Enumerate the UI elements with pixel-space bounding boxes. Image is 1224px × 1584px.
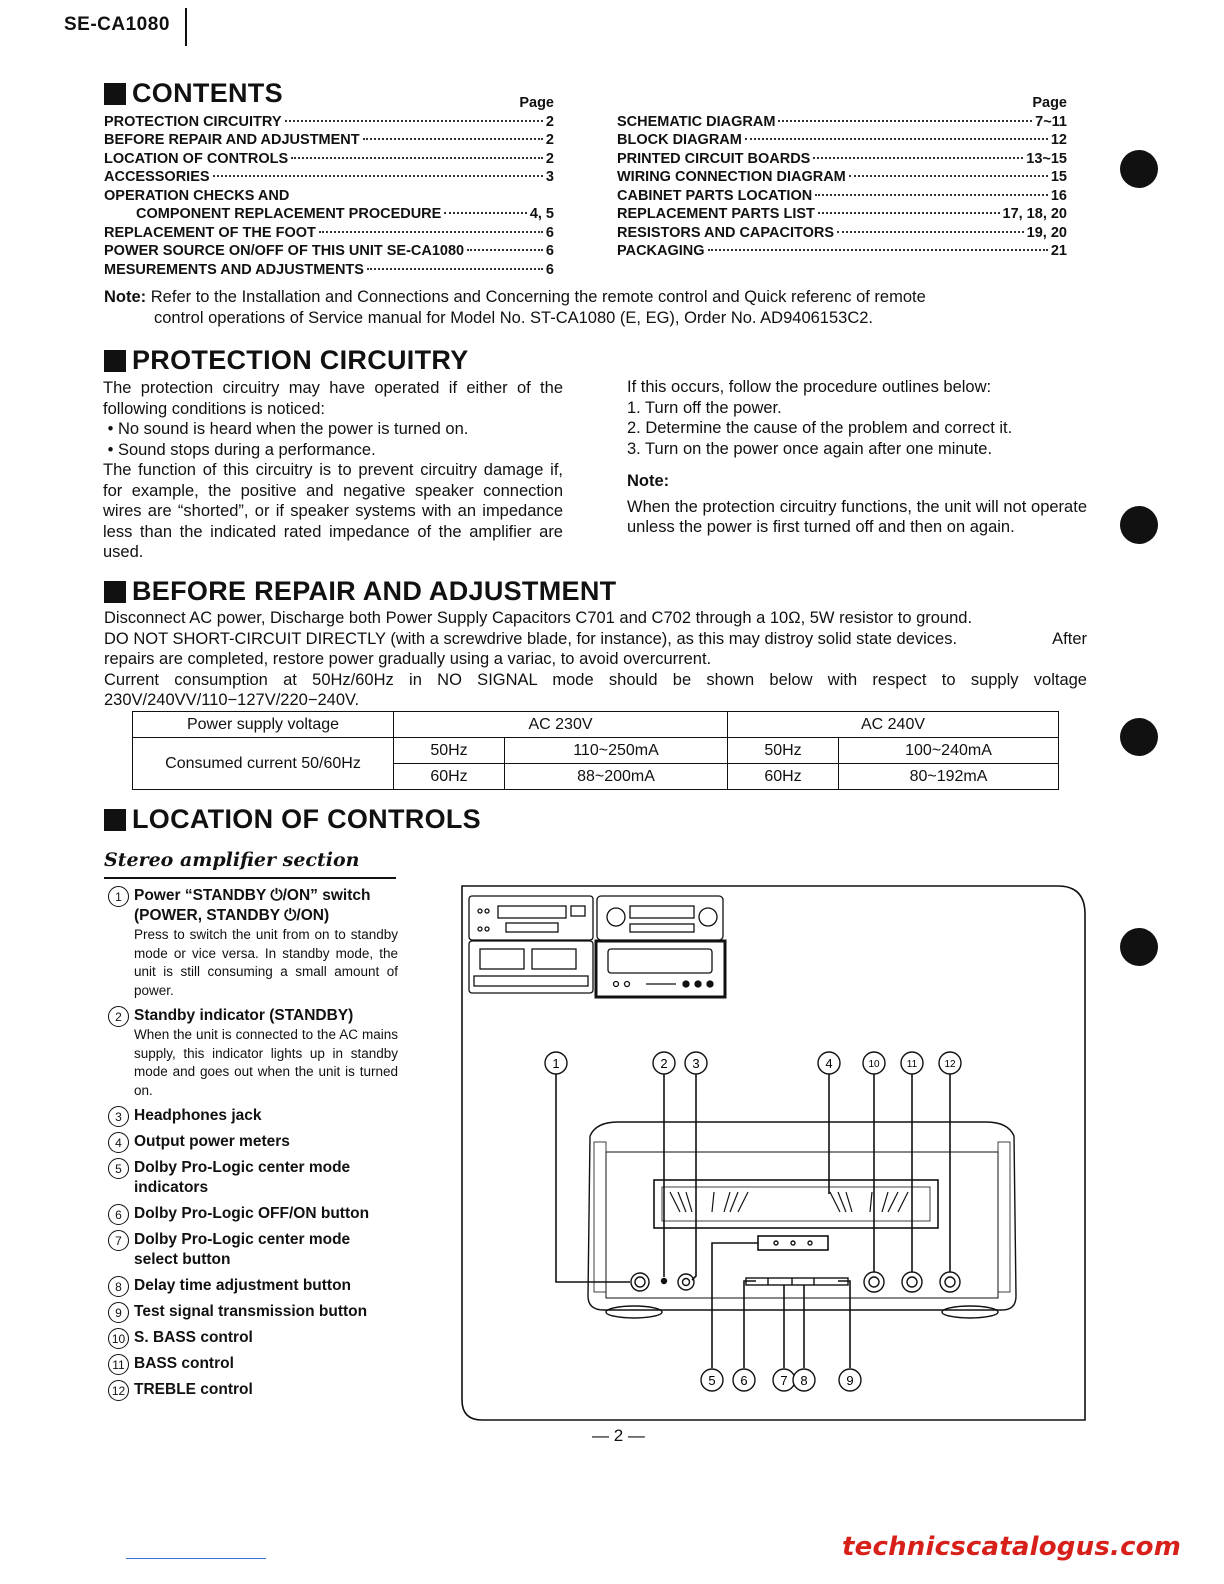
toc-entry[interactable]: CABINET PARTS LOCATION 16 [617,187,1067,204]
control-label: Dolby Pro-Logic center mode select button [134,1231,351,1268]
toc-entry[interactable]: BEFORE REPAIR AND ADJUSTMENT 2 [104,132,554,148]
protection-function-text: The function of this circuitry is to prevent circuitry damage if, for example, the positive and negative speaker connection wires are “shorted”, or if speaker systems with an impedance less than the indicated rated impedance of the amplifier are used. [103,461,563,561]
standby-indicator-led [662,1279,667,1284]
system-stack-thumbnail [469,896,725,997]
svg-text:12: 12 [944,1059,956,1070]
current-consumption-table [132,711,1059,790]
section-square-icon [104,350,126,372]
table-cell: 88~200mA [505,764,728,790]
callout-number: 4 [108,1132,129,1153]
list-item [108,1354,398,1374]
protection-step: 1. Turn off the power. [627,398,782,417]
callout-number: 3 [108,1106,129,1127]
repair-text-line: Disconnect AC power, Discharge both Power Supply Capacitors C701 and C702 through a 10Ω, 5W resistor to ground. [104,609,973,627]
svg-text:9: 9 [846,1373,854,1388]
toc-entry[interactable]: PROTECTION CIRCUITRY 2 [104,113,554,130]
table-cell: 50Hz [394,738,505,764]
toc-entry[interactable]: LOCATION OF CONTROLS 2 [104,150,554,167]
table-cell: 60Hz [728,764,839,790]
protection-note-label: Note: [627,472,670,490]
callout-1 [545,1052,567,1074]
control-label: BASS control [134,1355,234,1372]
toc-entry[interactable]: PACKAGING 21 [617,243,1067,259]
note-label: Note: [104,288,147,306]
subtitle-underline [104,877,396,879]
toc-entry[interactable]: REPLACEMENT OF THE FOOT 6 [104,224,554,241]
s-bass-knob [864,1272,884,1292]
control-label: (POWER, STANDBY ⏻/ON) [134,907,330,924]
callout-3 [685,1052,707,1074]
contents-left-column [104,94,554,279]
page-number: — 2 — [592,1426,645,1445]
callout-8 [793,1369,815,1391]
control-label: Dolby Pro-Logic center mode indicators [134,1159,351,1196]
headphones-jack [678,1274,694,1290]
output-power-meter-needles [670,1192,908,1212]
callout-7 [773,1369,795,1391]
callout-number: 10 [108,1328,129,1349]
control-label: S. BASS control [134,1329,253,1346]
before-repair-heading: BEFORE REPAIR AND ADJUSTMENT [104,576,616,607]
protection-step: 3. Turn on the power once again after one minute. [627,439,993,458]
svg-text:8: 8 [800,1373,808,1388]
callout-number: 8 [108,1276,129,1297]
protection-bullet: • Sound stops during a performance. [103,440,376,459]
callout-number: 1 [108,886,129,907]
table-cell: Consumed current 50/60Hz [133,738,394,790]
toc-entry[interactable]: SCHEMATIC DIAGRAM 7~11 [617,113,1067,130]
protection-right-text [627,377,1087,538]
callout-number: 9 [108,1302,129,1323]
control-label: TREBLE control [134,1381,253,1398]
control-label: Standby indicator (STANDBY) [134,1007,354,1024]
table-cell: 50Hz [728,738,839,764]
controls-list [108,886,398,1406]
callout-10 [863,1052,885,1074]
callout-number: 11 [108,1354,129,1375]
svg-text:5: 5 [708,1373,716,1388]
binder-hole-mark [1120,718,1158,756]
toc-entry[interactable]: RESISTORS AND CAPACITORS 19, 20 [617,224,1067,241]
note-text: Refer to the Installation and Connections and Concerning the remote control and Quick referenc of remote [150,288,926,306]
protection-bullet: • No sound is heard when the power is turned on. [103,420,469,438]
control-label: Dolby Pro-Logic OFF/ON button [134,1205,370,1222]
power-standby-button [631,1273,649,1291]
list-item [108,1158,398,1198]
toc-entry[interactable]: REPLACEMENT PARTS LIST 17, 18, 20 [617,206,1067,222]
toc-entry[interactable]: BLOCK DIAGRAM 12 [617,132,1067,148]
svg-text:4: 4 [825,1056,833,1071]
amplifier-unit [588,1122,1016,1318]
binder-hole-mark [1120,928,1158,966]
callout-9 [839,1369,861,1391]
treble-knob [940,1272,960,1292]
callout-number: 6 [108,1204,129,1225]
table-cell: AC 230V [394,712,728,738]
contents-heading: CONTENTS [104,78,283,109]
list-item [108,1230,398,1270]
table-cell: 80~192mA [839,764,1059,790]
page-column-label: Page [519,95,554,111]
callout-number: 12 [108,1380,129,1401]
amplifier-front-panel-diagram [458,884,1088,1424]
binder-hole-mark [1120,506,1158,544]
list-item [108,1380,398,1400]
before-repair-text [104,608,1087,711]
svg-text:7: 7 [780,1373,788,1388]
control-label: Delay time adjustment button [134,1277,352,1294]
section-square-icon [104,581,126,603]
callout-6 [733,1369,755,1391]
protection-follow-text: If this occurs, follow the procedure outlines below: [627,378,992,396]
callout-4 [818,1052,840,1074]
list-item [108,1276,398,1296]
repair-text-line: DO NOT SHORT-CIRCUIT DIRECTLY (with a screwdrive blade, for instance), as this may distroy solid state devices. After [104,629,1087,648]
protection-note-text: When the protection circuitry functions, the unit will not operate unless the power is first turned off and then on again. [627,497,1087,536]
footer-site-link[interactable]: technicscatalogus.com [842,1532,1182,1562]
page-column-label: Page [1032,95,1067,111]
svg-text:6: 6 [740,1373,748,1388]
list-item [108,1204,398,1224]
table-row [133,712,1059,738]
table-cell: 60Hz [394,764,505,790]
toc-entry[interactable]: OPERATION CHECKS AND [104,187,290,204]
toc-entry[interactable]: PRINTED CIRCUIT BOARDS 13~15 [617,150,1067,167]
list-item [108,1328,398,1348]
list-item [108,1132,398,1152]
location-heading: LOCATION OF CONTROLS [104,804,481,835]
header-divider [185,8,187,46]
table-cell: Power supply voltage [133,712,394,738]
callout-number: 5 [108,1158,129,1179]
toc-entry[interactable]: POWER SOURCE ON/OFF OF THIS UNIT SE-CA1080 6 [104,243,554,259]
toc-entry[interactable]: MESUREMENTS AND ADJUSTMENTS 6 [104,261,554,278]
protection-heading: PROTECTION CIRCUITRY [104,345,469,376]
repair-text-line: repairs are completed, restore power gradually using a variac, to avoid overcurrent. [104,650,712,668]
note-text: control operations of Service manual for Model No. ST-CA1080 (E, EG), Order No. AD9406153C2. [154,308,874,327]
list-item [108,886,398,1000]
footer-rule [126,1558,266,1559]
control-description: When the unit is connected to the AC mains supply, this indicator lights up in standby mode and goes out when the unit is turned on. [134,1027,398,1098]
table-cell: 100~240mA [839,738,1059,764]
svg-text:1: 1 [552,1056,560,1071]
table-cell: 110~250mA [505,738,728,764]
svg-text:10: 10 [868,1059,880,1070]
callout-2 [653,1052,675,1074]
model-number: SE-CA1080 [64,14,170,35]
list-item [108,1106,398,1126]
repair-text-line: Current consumption at 50Hz/60Hz in NO SIGNAL mode should be shown below with respect to supply voltage [104,670,1087,689]
binder-hole-mark [1120,150,1158,188]
table-row [133,738,1059,764]
table-cell: AC 240V [728,712,1059,738]
control-description: Press to switch the unit from on to standby mode or vice versa. In standby mode, the unit is still consuming a small amount of power. [134,927,398,998]
callout-number: 7 [108,1230,129,1251]
callout-5 [701,1369,723,1391]
list-item [108,1302,398,1322]
bass-knob [902,1272,922,1292]
callout-12 [939,1052,961,1074]
section-square-icon [104,809,126,831]
svg-text:3: 3 [692,1056,700,1071]
control-label: Output power meters [134,1133,290,1150]
protection-step: 2. Determine the cause of the problem and correct it. [627,419,1013,437]
control-label: Test signal transmission button [134,1303,368,1320]
svg-text:2: 2 [660,1056,668,1071]
callout-11 [901,1052,923,1074]
toc-entry[interactable]: WIRING CONNECTION DIAGRAM 15 [617,169,1067,185]
protection-intro: The protection circuitry may have operated if either of the following conditions is noticed: [103,379,563,418]
contents-note [104,287,1104,328]
protection-left-text [103,378,563,563]
section-subtitle: Stereo amplifier section [104,849,360,871]
toc-entry[interactable]: ACCESSORIES 3 [104,169,554,185]
list-item [108,1006,398,1100]
control-label: Power “STANDBY ⏻/ON” switch [134,887,371,904]
toc-entry[interactable]: COMPONENT REPLACEMENT PROCEDURE 4, 5 [136,206,554,222]
svg-text:11: 11 [906,1059,918,1070]
callout-number: 2 [108,1006,129,1027]
control-label: Headphones jack [134,1107,262,1124]
repair-text-line: 230V/240VV/110−127V/220−240V. [104,691,360,709]
contents-right-column [617,94,1067,261]
